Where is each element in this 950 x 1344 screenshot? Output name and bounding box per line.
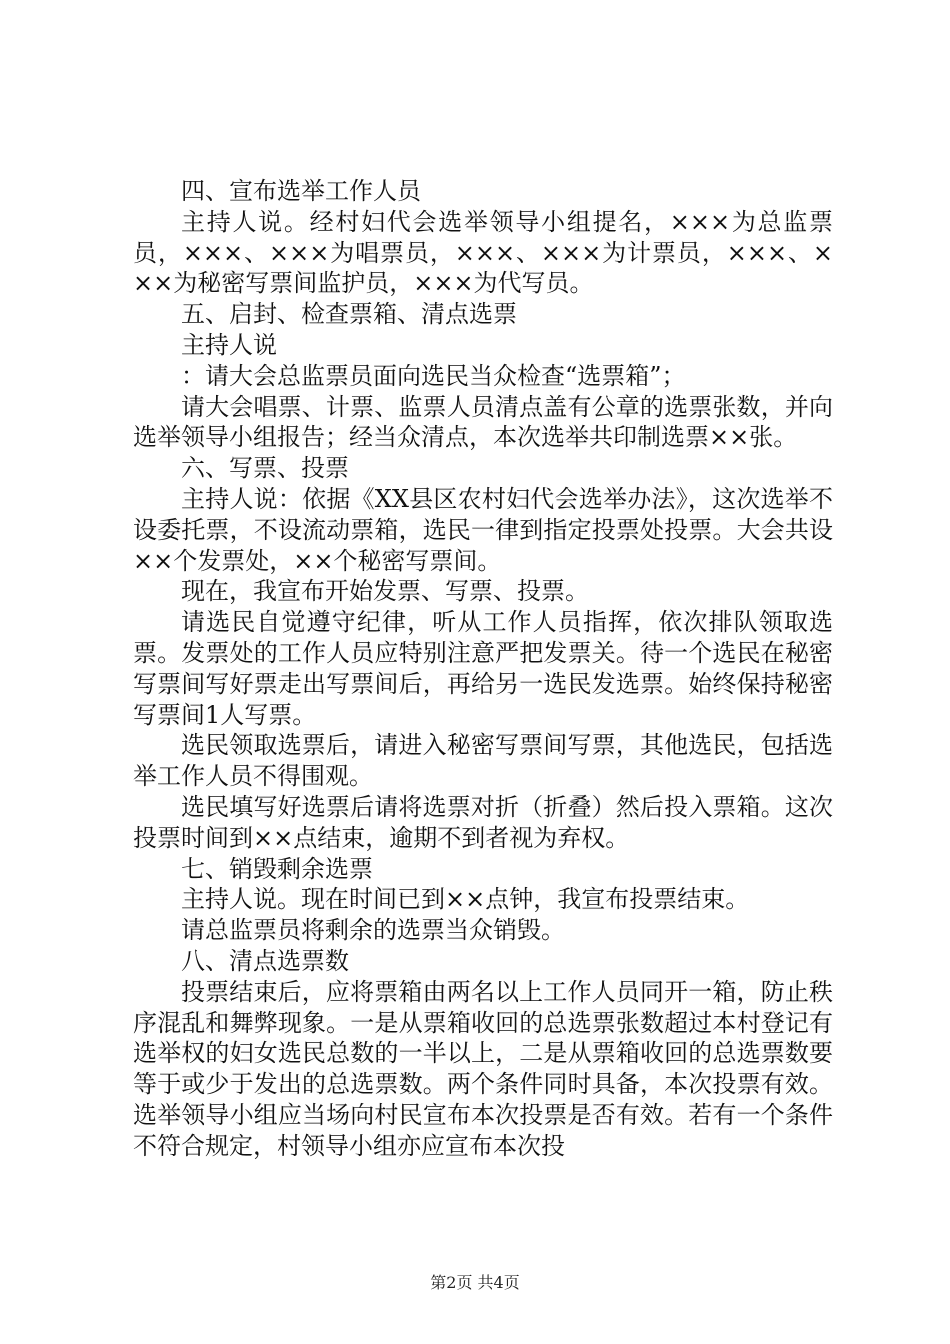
paragraph: 主持人说。现在时间已到××点钟，我宣布投票结束。 — [181, 885, 750, 914]
paragraph: 请选民自觉遵守纪律，听从工作人员指挥，依次排队领取选票。发票处的工作人员应特别注意严把发票关。待一个选民在秘密写票间写好票走出写票间后，再给另一选民发选票。始终保持秘密写票间1人写票。 — [133, 608, 833, 729]
section-heading-5: 五、启封、检查票箱、清点选票 — [181, 300, 517, 329]
document-body — [133, 176, 833, 1162]
paragraph: 选民领取选票后，请进入秘密写票间写票，其他选民，包括选举工作人员不得围观。 — [133, 731, 833, 791]
section-heading-7: 七、销毁剩余选票 — [181, 854, 373, 883]
paragraph: 请大会唱票、计票、监票人员清点盖有公章的选票张数，并向选举领导小组报告；经当众清点，本次选举共印制选票××张。 — [133, 392, 833, 452]
paragraph: 投票结束后，应将票箱由两名以上工作人员同开一箱，防止秩序混乱和舞弊现象。一是从票箱收回的总选票张数超过本村登记有选举权的妇女选民总数的一半以上，二是从票箱收回的总选票数要等于或少于发出的总选票数。两个条件同时具备，本次投票有效。选举领导小组应当场向村民宣布本次投票是否有效。若有一个条件不符合规定，村领导小组亦应宣布本次投 — [133, 977, 833, 1160]
paragraph: 选民填写好选票后请将选票对折（折叠）然后投入票箱。这次投票时间到××点结束，逾期不到者视为弃权。 — [133, 792, 833, 852]
page-footer — [0, 1273, 950, 1293]
paragraph: 主持人说：依据《XX县区农村妇代会选举办法》，这次选举不设委托票，不设流动票箱，选民一律到指定投票处投票。大会共设××个发票处，××个秘密写票间。 — [133, 484, 833, 575]
paragraph: 现在，我宣布开始发票、写票、投票。 — [181, 577, 589, 606]
section-heading-6: 六、写票、投票 — [181, 454, 349, 483]
section-heading-4: 四、宣布选举工作人员 — [181, 177, 421, 205]
paragraph: 主持人说。经村妇代会选举领导小组提名，×××为总监票员，×××、×××为唱票员，×××、×××为计票员，×××、×××为秘密写票间监护员，×××为代写员。 — [133, 207, 833, 298]
paragraph: ：请大会总监票员面向选民当众检查“选票箱”； — [181, 361, 686, 390]
paragraph: 请总监票员将剩余的选票当众销毁。 — [181, 916, 565, 945]
page-number-label: 第2页 共4页 — [430, 1273, 520, 1292]
paragraph: 主持人说 — [181, 330, 277, 359]
section-heading-8: 八、清点选票数 — [181, 946, 349, 975]
